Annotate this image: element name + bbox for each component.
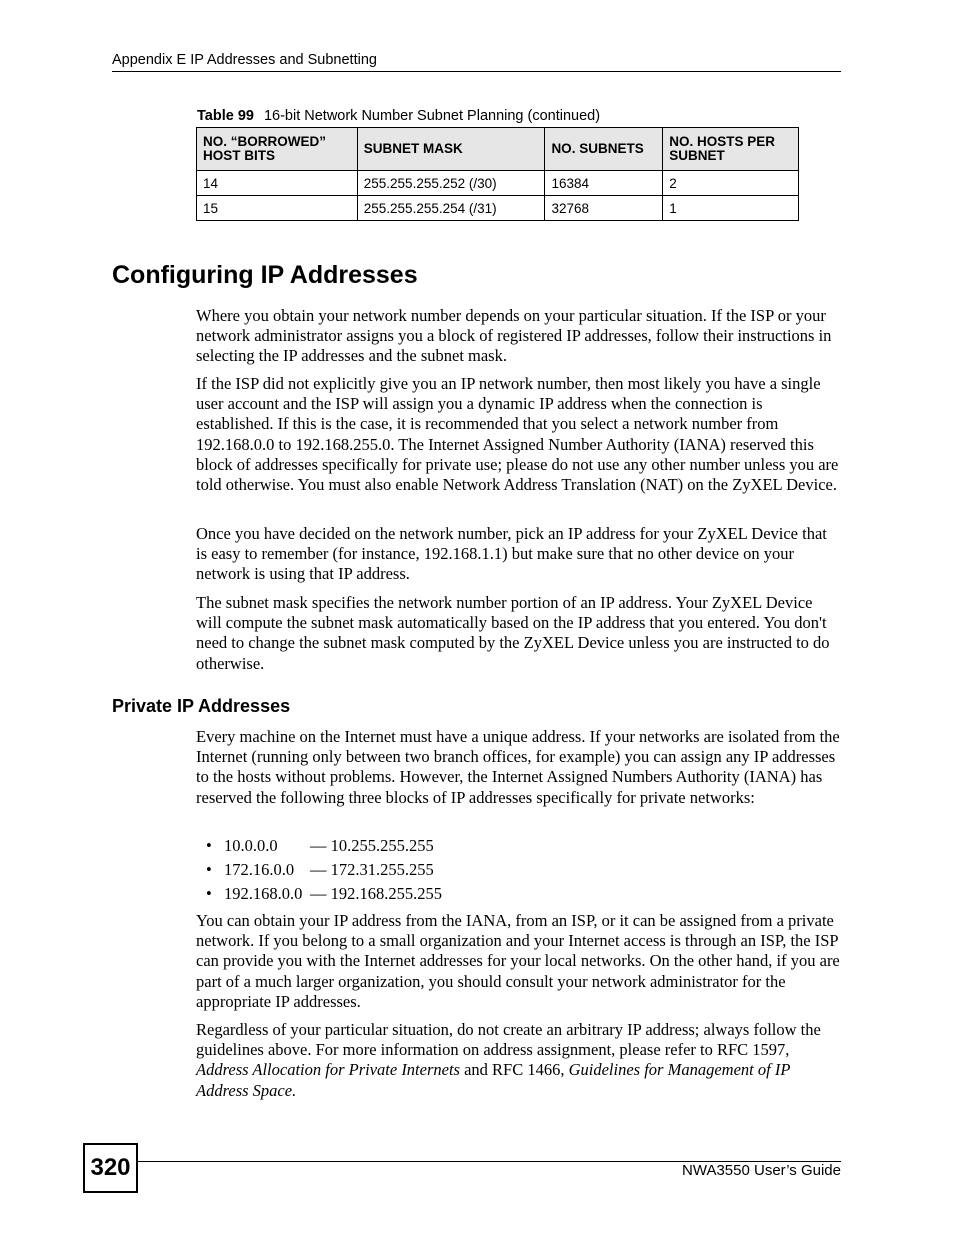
table-cell: 32768 — [545, 196, 663, 221]
table-cell: 2 — [663, 171, 799, 196]
subnet-planning-table — [196, 127, 799, 221]
text-run: and RFC 1466, — [459, 1060, 569, 1080]
table-cell: 255.255.255.252 (/30) — [357, 171, 545, 196]
table-header-row — [197, 128, 799, 171]
table-cell: 1 — [663, 196, 799, 221]
rfc-1597-title: Address Allocation for Private Internets — [196, 1060, 460, 1080]
range-end: — 172.31.255.255 — [310, 860, 434, 879]
paragraph: Every machine on the Internet must have a unique address. If your networks are isolated from the Internet (running only between two branch offices, for example) you can assign any IP addresses to the hosts without problems. However, the Internet Assigned Numbers Authority (IANA) has reserved the following three blocks of IP addresses specifically for private networks: — [196, 727, 840, 807]
table-cell: 15 — [197, 196, 358, 221]
table-row — [197, 171, 799, 196]
table-caption — [197, 108, 600, 124]
footer-guide-name: NWA3550 User’s Guide — [682, 1162, 841, 1179]
text-run: Regardless of your particular situation, do not create an arbitrary IP address; always follow the guidelines above. For more information on address assignment, please refer to RFC 1597, — [196, 1020, 821, 1060]
table-caption-title: 16-bit Network Number Subnet Planning (continued) — [263, 108, 601, 124]
table-caption-number: Table 99 — [197, 108, 254, 124]
col-no-subnets: NO. SUBNETS — [545, 128, 663, 171]
range-start: 172.16.0.0 — [224, 860, 295, 879]
table-cell: 255.255.255.254 (/31) — [357, 196, 545, 221]
paragraph: Once you have decided on the network number, pick an IP address for your ZyXEL Device that is easy to remember (for instance, 192.168.1.1) but make sure that no other device on your network is using that IP address. — [196, 524, 827, 584]
col-subnet-mask: SUBNET MASK — [357, 128, 545, 171]
range-start: 192.168.0.0 — [224, 884, 303, 903]
private-ip-ranges-list — [196, 835, 442, 907]
list-item — [196, 835, 442, 859]
rfc-1466-title: Guidelines for Management of IP Address Space. — [196, 1060, 791, 1100]
page-number: 320 — [83, 1143, 138, 1193]
col-borrowed-host-bits: NO. “BORROWED” HOST BITS — [197, 128, 358, 171]
table-row — [197, 196, 799, 221]
range-start: 10.0.0.0 — [224, 836, 278, 855]
paragraph: If the ISP did not explicitly give you an IP network number, then most likely you have a single user account and the ISP will assign you a dynamic IP address when the connection is established. If this is the case, it is recommended that you select a network number from 192.168.0.0 to 192.168.255.0. The Internet Assigned Number Authority (IANA) reserved this block of addresses specifically for private use; please do not use any other number unless you are told otherwise. You must also enable Network Address Translation (NAT) on the ZyXEL Device. — [196, 374, 839, 495]
list-item — [196, 859, 442, 883]
list-item — [196, 883, 442, 907]
paragraph: The subnet mask specifies the network number portion of an IP address. Your ZyXEL Device will compute the subnet mask automatically based on the IP address that you entered. You don't need to change the subnet mask computed by the ZyXEL Device unless you are instructed to do otherwise. — [196, 593, 830, 673]
bullet: • — [206, 836, 212, 855]
paragraph: Where you obtain your network number depends on your particular situation. If the ISP or your network administrator assigns you a block of registered IP addresses, follow their instructions in selecting the IP addresses and the subnet mask. — [196, 306, 832, 366]
table-cell: 16384 — [545, 171, 663, 196]
paragraph: You can obtain your IP address from the IANA, from an ISP, or it can be assigned from a private network. If you belong to a small organization and your Internet access is through an ISP, the ISP can provide you with the Internet addresses for your local networks. On the other hand, if you are part of a much larger organization, you should consult your network administrator for the appropriate IP addresses. — [196, 911, 840, 1011]
range-end: — 10.255.255.255 — [310, 836, 434, 855]
range-end: — 192.168.255.255 — [310, 884, 442, 903]
bullet: • — [206, 860, 212, 879]
bullet: • — [206, 884, 212, 903]
col-hosts-per-subnet: NO. HOSTS PER SUBNET — [663, 128, 799, 171]
paragraph-references — [196, 1020, 841, 1101]
table-cell: 14 — [197, 171, 358, 196]
section-heading: Configuring IP Addresses — [112, 261, 418, 289]
running-header: Appendix E IP Addresses and Subnetting — [112, 52, 841, 72]
subsection-heading: Private IP Addresses — [112, 696, 291, 716]
